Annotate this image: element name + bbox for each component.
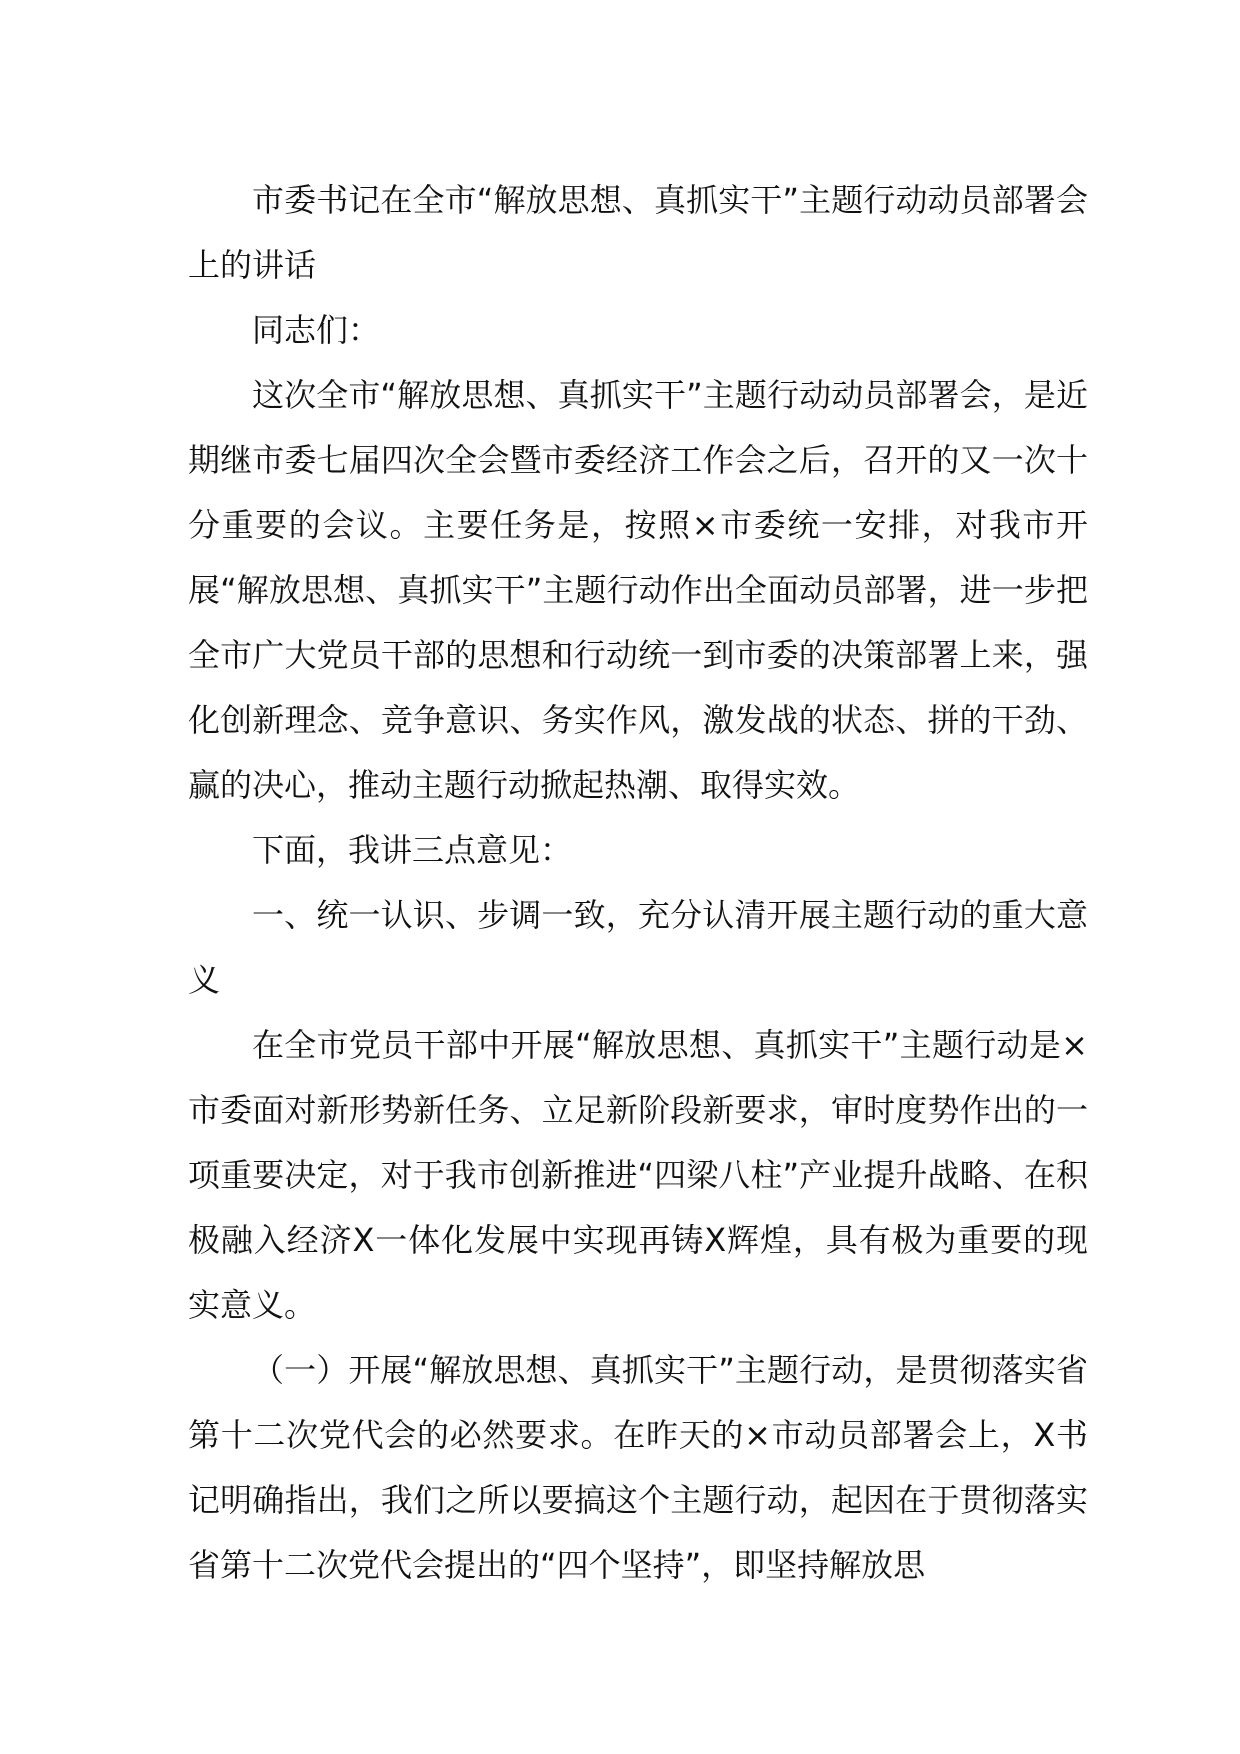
salutation: 同志们： — [252, 311, 381, 349]
paragraph-significance: 在全市党员干部中开展“解放思想、真抓实干”主题行动是×市委面对新形势新任务、立足新阶段新要求，审时度势作出的一项重要决定，对于我市创新推进“四梁八柱”产业提升战略、在积极融入经济X一体化发展中实现再铸X辉煌，具有极为重要的现实意义。 — [188, 1026, 1088, 1324]
paragraph-intro: 这次全市“解放思想、真抓实干”主题行动动员部署会，是近期继市委七届四次全会暨市委经济工作会之后，召开的又一次十分重要的会议。主要任务是，按照×市委统一安排，对我市开展“解放思想、真抓实干”主题行动作出全面动员部署，进一步把全市广大党员干部的思想和行动统一到市委的决策部署上来，强化创新理念、竞争意识、务实作风，激发战的状态、拼的干劲、赢的决心，推动主题行动掀起热潮、取得实效。 — [188, 376, 1088, 804]
paragraph-outline: 下面，我讲三点意见： — [252, 831, 573, 869]
paragraph-point-one: （一）开展“解放思想、真抓实干”主题行动，是贯彻落实省第十二次党代会的必然要求。在昨天的×市动员部署会上，X书记明确指出，我们之所以要搞这个主题行动，起因在于贯彻落实省第十二次党代会提出的“四个坚持”，即坚持解放思 — [188, 1351, 1088, 1584]
document-page — [188, 168, 1088, 1598]
section-heading-one: 一、统一认识、步调一致，充分认清开展主题行动的重大意义 — [188, 896, 1088, 999]
document-title: 市委书记在全市“解放思想、真抓实干”主题行动动员部署会上的讲话 — [188, 181, 1088, 284]
